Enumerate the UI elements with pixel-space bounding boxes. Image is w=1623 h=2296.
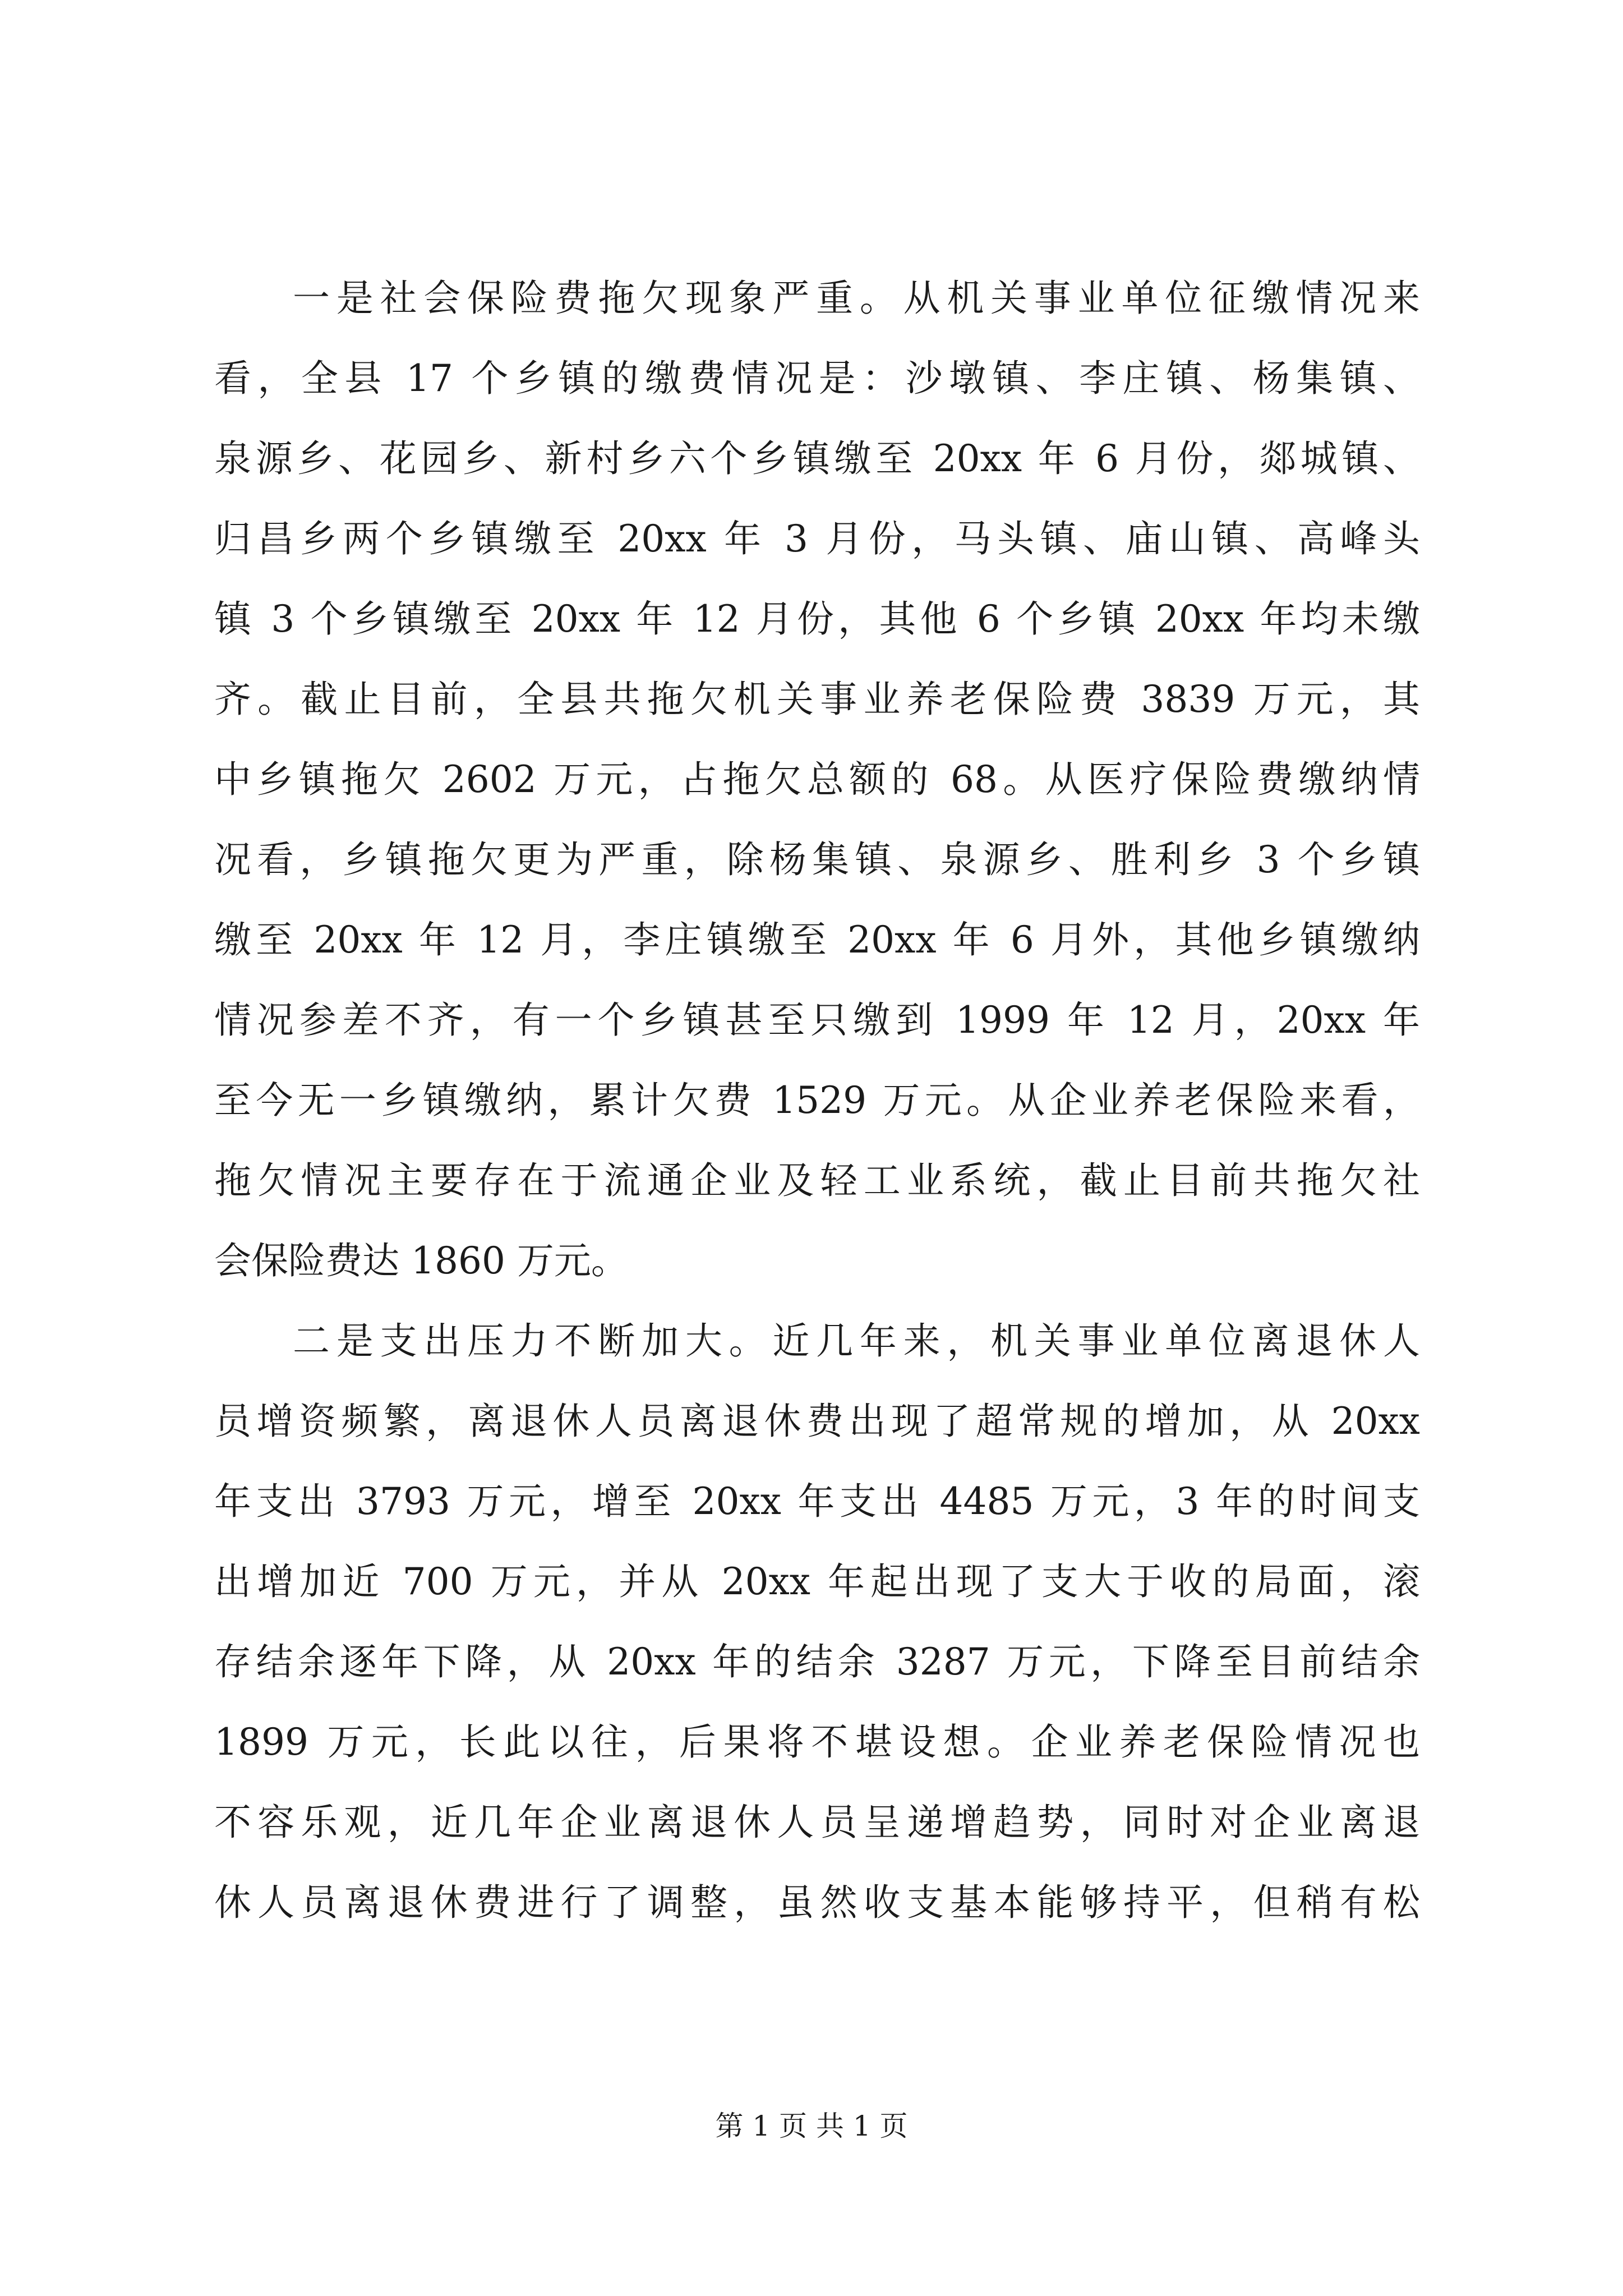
paragraph-expenditure-pressure <box>214 1301 1420 1943</box>
text-line: 不容乐观，近几年企业离退休人员呈递增趋势，同时对企业离退 <box>214 1801 1420 1844</box>
text-line: 拖欠情况主要存在于流通企业及轻工业系统，截止目前共拖欠社 <box>214 1159 1420 1202</box>
text-line: 员增资频繁，离退休人员离退休费出现了超常规的增加，从 20xx <box>214 1400 1420 1443</box>
text-line: 况看，乡镇拖欠更为严重，除杨集镇、泉源乡、胜利乡 3 个乡镇 <box>214 838 1420 881</box>
text-line: 情况参差不齐，有一个乡镇甚至只缴到 1999 年 12 月，20xx 年 <box>214 999 1420 1042</box>
paragraph-insurance-arrears <box>214 258 1420 1301</box>
page-number-footer: 第 1 页 共 1 页 <box>715 2110 908 2142</box>
text-line: 齐。截止目前，全县共拖欠机关事业养老保险费 3839 万元，其 <box>214 678 1420 721</box>
text-line: 会保险费达 1860 万元。 <box>214 1239 628 1282</box>
text-line: 看，全县 17 个乡镇的缴费情况是：沙墩镇、李庄镇、杨集镇、 <box>214 357 1420 400</box>
text-line: 镇 3 个乡镇缴至 20xx 年 12 月份，其他 6 个乡镇 20xx 年均未缴 <box>214 597 1420 641</box>
text-line: 二是支出压力不断加大。近几年来，机关事业单位离退休人 <box>293 1319 1420 1363</box>
text-line: 出增加近 700 万元，并从 20xx 年起出现了支大于收的局面，滚 <box>214 1560 1420 1603</box>
text-line: 中乡镇拖欠 2602 万元，占拖欠总额的 68。从医疗保险费缴纳情 <box>214 758 1420 801</box>
text-line: 一是社会保险费拖欠现象严重。从机关事业单位征缴情况来 <box>293 277 1420 320</box>
text-line: 至今无一乡镇缴纳，累计欠费 1529 万元。从企业养老保险来看， <box>214 1079 1420 1122</box>
text-line: 年支出 3793 万元，增至 20xx 年支出 4485 万元，3 年的时间支 <box>214 1480 1420 1523</box>
text-line: 1899 万元，长此以往，后果将不堪设想。企业养老保险情况也 <box>214 1720 1420 1764</box>
text-line: 归昌乡两个乡镇缴至 20xx 年 3 月份，马头镇、庙山镇、高峰头 <box>214 517 1420 560</box>
text-line: 缴至 20xx 年 12 月，李庄镇缴至 20xx 年 6 月外，其他乡镇缴纳 <box>214 918 1420 961</box>
text-line: 休人员离退休费进行了调整，虽然收支基本能够持平，但稍有松 <box>214 1881 1420 1924</box>
text-line: 存结余逐年下降，从 20xx 年的结余 3287 万元，下降至目前结余 <box>214 1640 1420 1683</box>
text-line: 泉源乡、花园乡、新村乡六个乡镇缴至 20xx 年 6 月份，郯城镇、 <box>214 437 1420 480</box>
document-body <box>214 258 1420 1943</box>
